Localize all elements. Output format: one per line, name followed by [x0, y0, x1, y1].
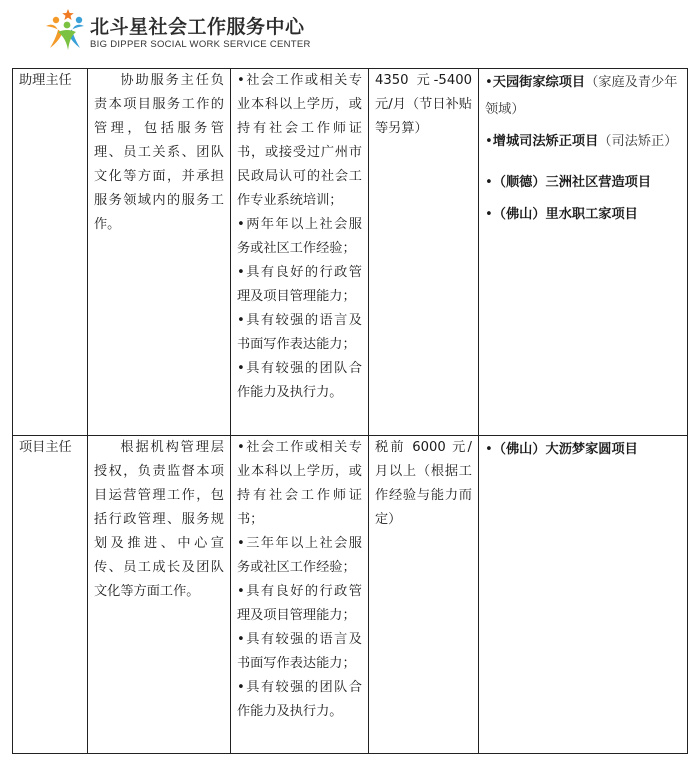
project-item: •（佛山）里水职工家项目	[485, 207, 638, 222]
positions-table	[12, 68, 688, 754]
requirement-item: •具有较强的语言及书面写作表达能力；	[237, 632, 362, 671]
requirement-item: •社会工作或相关专业本科以上学历，或持有社会工作师证书，或接受过广州市民政局认可的社会工作专业系统培训；	[237, 73, 362, 208]
requirement-item: •具有较强的团队合作能力及执行力。	[237, 361, 362, 400]
requirement-item: •两年年以上社会服务或社区工作经验；	[237, 217, 362, 256]
requirement-item: •具有良好的行政管理及项目管理能力；	[237, 584, 362, 623]
position-title: 助理主任	[13, 69, 88, 436]
requirement-item: •三年年以上社会服务或社区工作经验；	[237, 536, 362, 575]
table-row	[13, 69, 688, 436]
position-projects	[479, 69, 688, 436]
org-name-chinese: 北斗星社会工作服务中心	[90, 16, 305, 38]
requirement-item: •具有较强的语言及书面写作表达能力；	[237, 313, 362, 352]
org-name-english: BIG DIPPER SOCIAL WORK SERVICE CENTER	[90, 39, 311, 50]
position-salary: 税前 6000 元/月以上（根据工作经验与能力而定）	[369, 436, 479, 754]
position-duty: 协助服务主任负责本项目服务工作的管理，包括服务管理、员工关系、团队文化等方面，并承担服务领域内的服务工作。	[88, 69, 231, 436]
position-title: 项目主任	[13, 436, 88, 754]
project-item: •天园街家综项目（家庭及青少年领域）	[485, 75, 678, 117]
project-item: •增城司法矫正项目（司法矫正）	[485, 134, 678, 149]
requirement-item: •具有较强的团队合作能力及执行力。	[237, 680, 362, 719]
project-item: •（顺德）三洲社区营造项目	[485, 175, 652, 190]
position-duty: 根据机构管理层授权，负责监督本项目运营管理工作，包括行政管理、服务规划及推进、中心宣传、员工成长及团队文化等方面工作。	[88, 436, 231, 754]
big-dipper-logo-icon	[42, 8, 86, 52]
position-requirements	[231, 69, 369, 436]
position-salary: 4350 元-5400 元/月（节日补贴等另算）	[369, 69, 479, 436]
table-row	[13, 436, 688, 754]
requirement-item: •社会工作或相关专业本科以上学历，或持有社会工作师证书；	[237, 440, 362, 527]
project-item: •（佛山）大沥梦家圆项目	[485, 442, 638, 457]
page-header	[42, 6, 442, 62]
requirement-item: •具有良好的行政管理及项目管理能力；	[237, 265, 362, 304]
position-projects	[479, 436, 688, 754]
position-requirements	[231, 436, 369, 754]
